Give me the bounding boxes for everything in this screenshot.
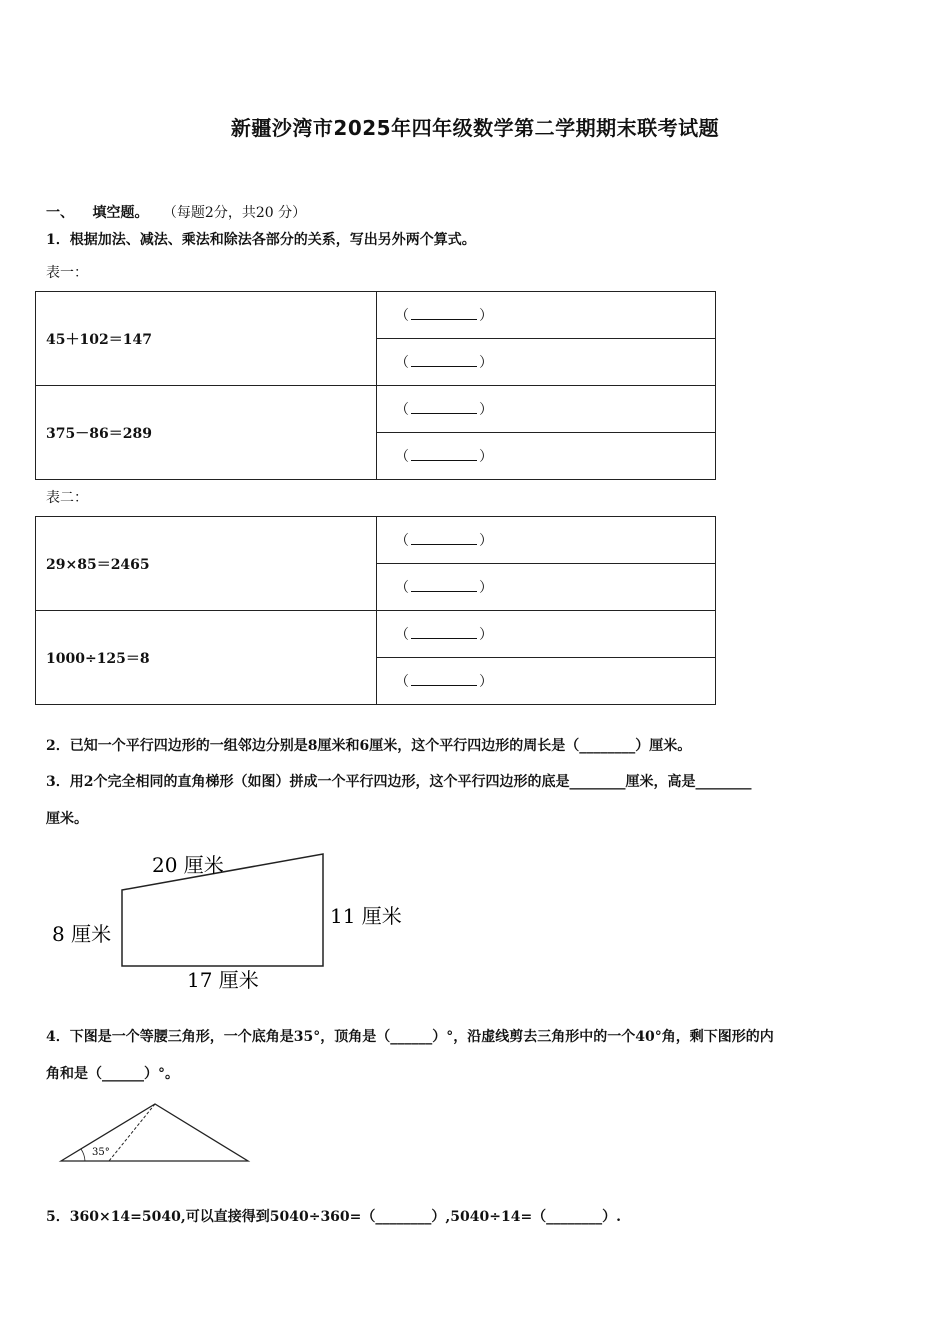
trapezoid-figure	[40, 840, 420, 1000]
answer-blank[interactable]: （ ）	[377, 292, 716, 339]
table2-equation-1: 29×85＝2465	[36, 517, 377, 611]
angle-arc	[81, 1149, 85, 1161]
question-3-line-1: 3．用2个完全相同的直角梯形（如图）拼成一个平行四边形，这个平行四边形的底是________厘米，高是________	[46, 774, 752, 790]
section-points: （每题2分，共20 分）	[162, 205, 307, 221]
dashed-cut-line	[109, 1104, 155, 1161]
triangle-figure	[55, 1098, 255, 1168]
angle-label: 35°	[92, 1147, 110, 1158]
question-2: 2．已知一个平行四边形的一组邻边分别是8厘米和6厘米，这个平行四边形的周长是（________）厘米。	[46, 738, 692, 754]
answer-blank[interactable]: （ ）	[377, 658, 716, 705]
table1-equation-1: 45＋102＝147	[36, 292, 377, 386]
table2-equation-2: 1000÷125＝8	[36, 611, 377, 705]
question-5: 5．360×14=5040,可以直接得到5040÷360=（________）,5040÷14=（________）.	[46, 1209, 622, 1225]
answer-blank[interactable]: （ ）	[377, 386, 716, 433]
section-number: 一、	[46, 205, 74, 221]
question-4-line-2: 角和是（______）°。	[46, 1066, 179, 1082]
page-title: 新疆沙湾市2025年四年级数学第二学期期末联考试题	[230, 116, 720, 140]
table1-equation-2: 375－86＝289	[36, 386, 377, 480]
section-heading	[46, 202, 306, 222]
table2-label: 表二：	[46, 490, 88, 506]
answer-blank[interactable]: （ ）	[377, 611, 716, 658]
table-1	[35, 291, 716, 480]
table-2	[35, 516, 716, 705]
answer-blank[interactable]: （ ）	[377, 564, 716, 611]
isosceles-triangle	[61, 1104, 248, 1161]
trapezoid-left-label: 8 厘米	[52, 922, 112, 946]
trapezoid-top-label: 20 厘米	[152, 853, 224, 877]
question-4-line-1: 4．下图是一个等腰三角形，一个底角是35°，顶角是（______）°，沿虚线剪去三角形中的一个40°角，剩下图形的内	[46, 1029, 774, 1045]
answer-blank[interactable]: （ ）	[377, 517, 716, 564]
answer-blank[interactable]: （ ）	[377, 339, 716, 386]
question-1: 1．根据加法、减法、乘法和除法各部分的关系，写出另外两个算式。	[46, 232, 476, 248]
table1-label: 表一：	[46, 265, 88, 281]
section-name: 填空题。	[92, 205, 149, 221]
trapezoid-bottom-label: 17 厘米	[187, 968, 259, 992]
answer-blank[interactable]: （ ）	[377, 433, 716, 480]
trapezoid-right-label: 11 厘米	[330, 904, 402, 928]
question-3-line-2: 厘米。	[46, 811, 88, 827]
